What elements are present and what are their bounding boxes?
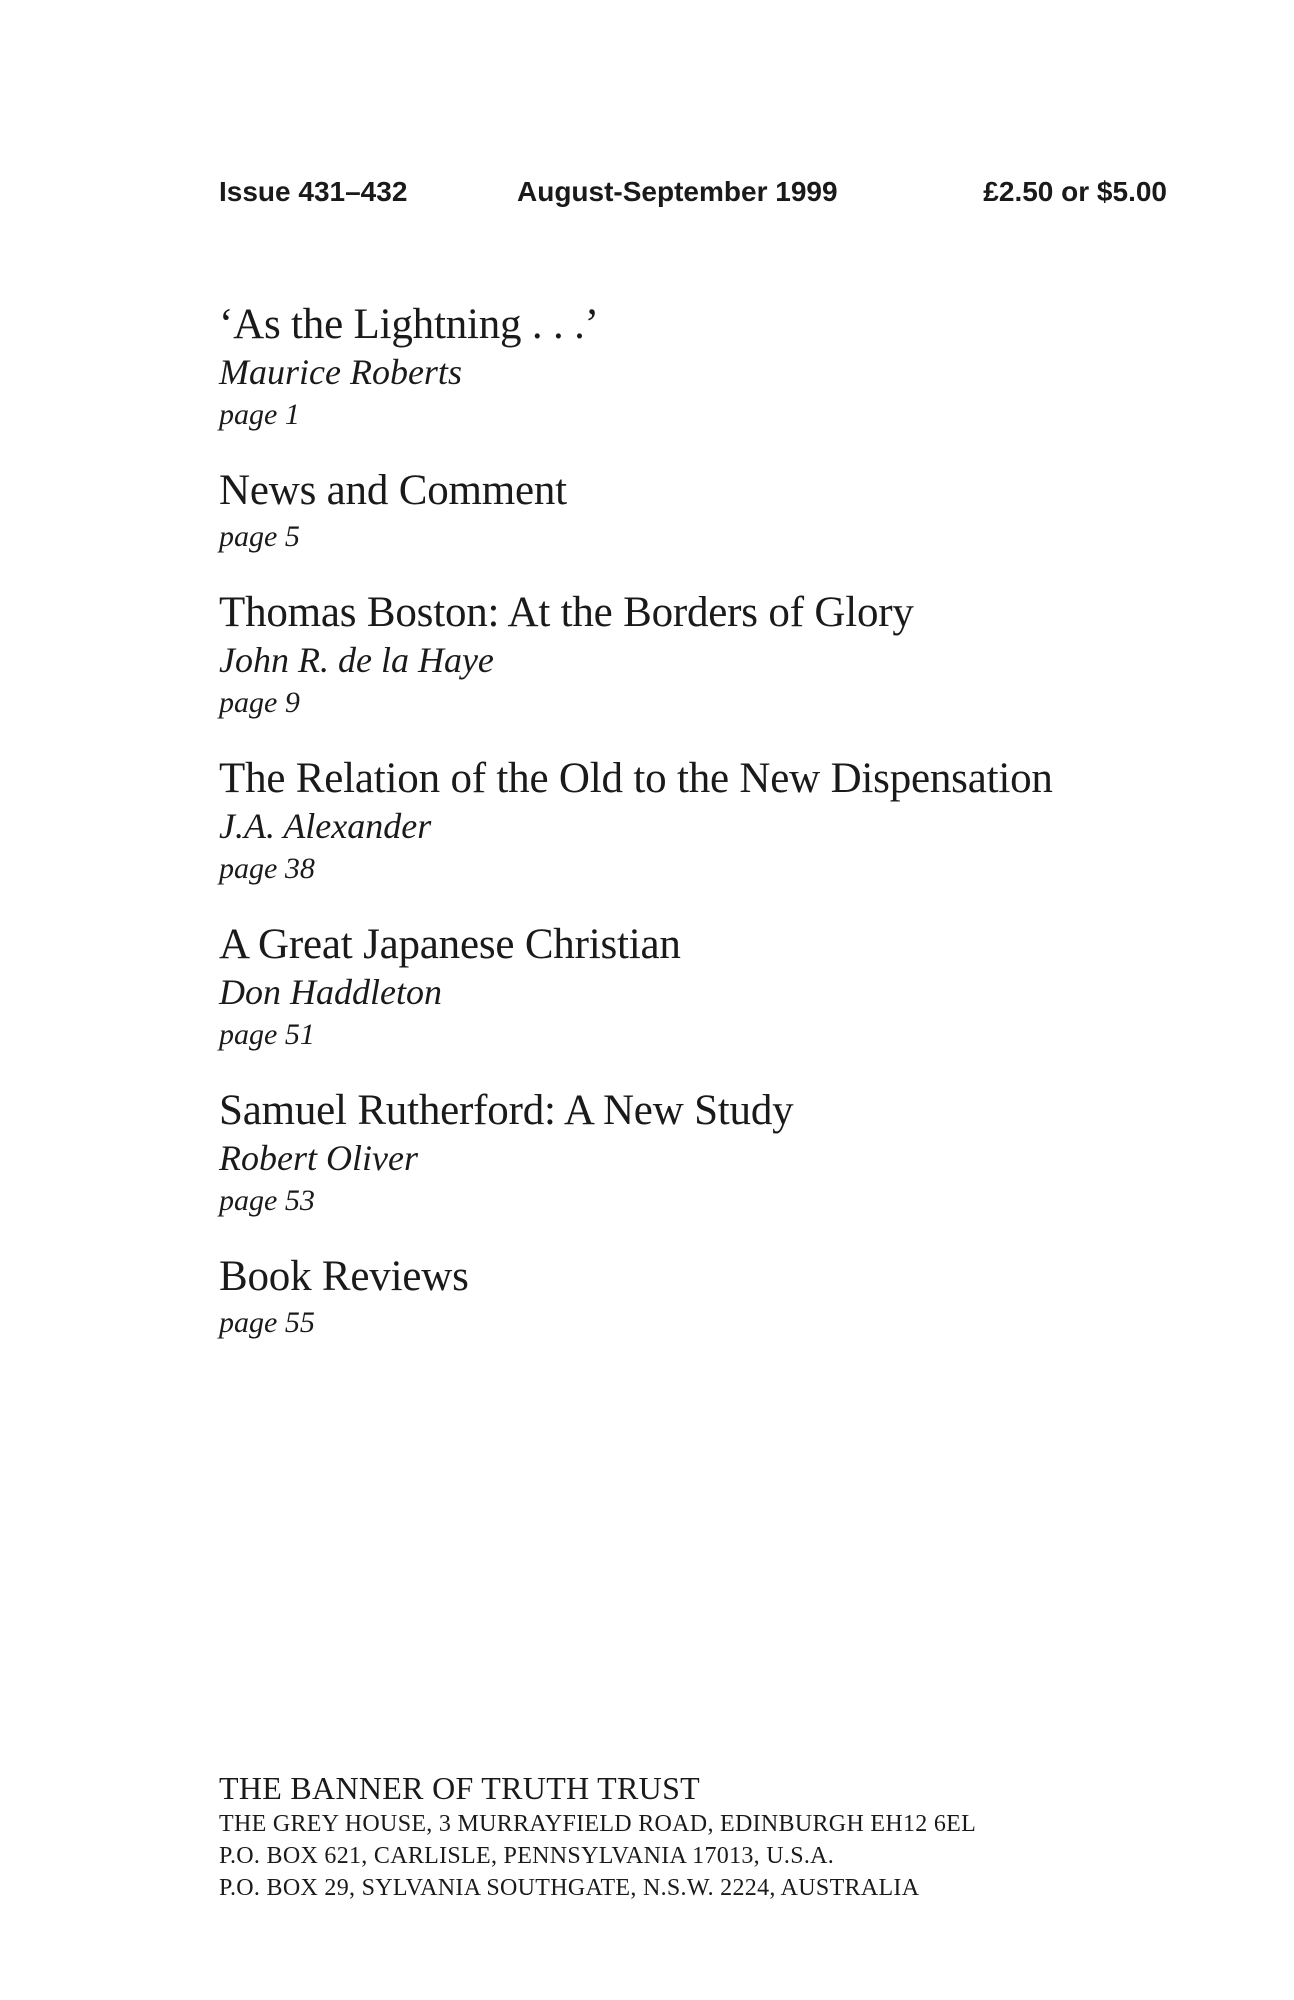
contents-entry — [219, 466, 1259, 558]
article-page: page 1 — [219, 398, 300, 431]
contents-entry — [219, 300, 1259, 436]
article-title: Book Reviews — [219, 1253, 469, 1300]
issue-price: £2.50 or $5.00 — [983, 176, 1167, 207]
issue-date: August-September 1999 — [517, 176, 838, 207]
publisher-address: P.O. BOX 29, SYLVANIA SOUTHGATE, N.S.W. 2224, AUSTRALIA — [219, 1875, 920, 1901]
contents-entry — [219, 1086, 1259, 1222]
article-page: page 51 — [219, 1018, 315, 1051]
article-page: page 5 — [219, 520, 300, 553]
article-title: Samuel Rutherford: A New Study — [219, 1087, 794, 1134]
publisher-address: P.O. BOX 621, CARLISLE, PENNSYLVANIA 17013, U.S.A. — [219, 1843, 835, 1869]
publisher-name: THE BANNER OF TRUTH TRUST — [219, 1770, 701, 1806]
article-page: page 53 — [219, 1184, 315, 1217]
issue-number: Issue 431–432 — [219, 176, 408, 207]
contents-entry — [219, 588, 1259, 724]
article-author: J.A. Alexander — [219, 806, 432, 846]
article-author: Robert Oliver — [219, 1138, 418, 1178]
article-title: ‘As the Lightning . . .’ — [219, 301, 599, 348]
article-author: John R. de la Haye — [219, 640, 494, 680]
article-page: page 9 — [219, 686, 300, 719]
contents-entry — [219, 920, 1259, 1056]
table-of-contents — [219, 300, 1259, 1374]
contents-entry — [219, 754, 1259, 890]
article-title: The Relation of the Old to the New Dispensation — [219, 755, 1053, 802]
issue-header — [219, 176, 1167, 216]
article-author: Don Haddleton — [219, 972, 442, 1012]
article-title: Thomas Boston: At the Borders of Glory — [219, 589, 914, 636]
article-title: News and Comment — [219, 467, 567, 514]
article-title: A Great Japanese Christian — [219, 921, 681, 968]
publisher-block — [219, 1768, 1259, 1904]
article-author: Maurice Roberts — [219, 352, 462, 392]
article-page: page 55 — [219, 1306, 315, 1339]
article-page: page 38 — [219, 852, 315, 885]
publisher-address: THE GREY HOUSE, 3 MURRAYFIELD ROAD, EDINBURGH EH12 6EL — [219, 1811, 977, 1837]
contents-entry — [219, 1252, 1259, 1344]
